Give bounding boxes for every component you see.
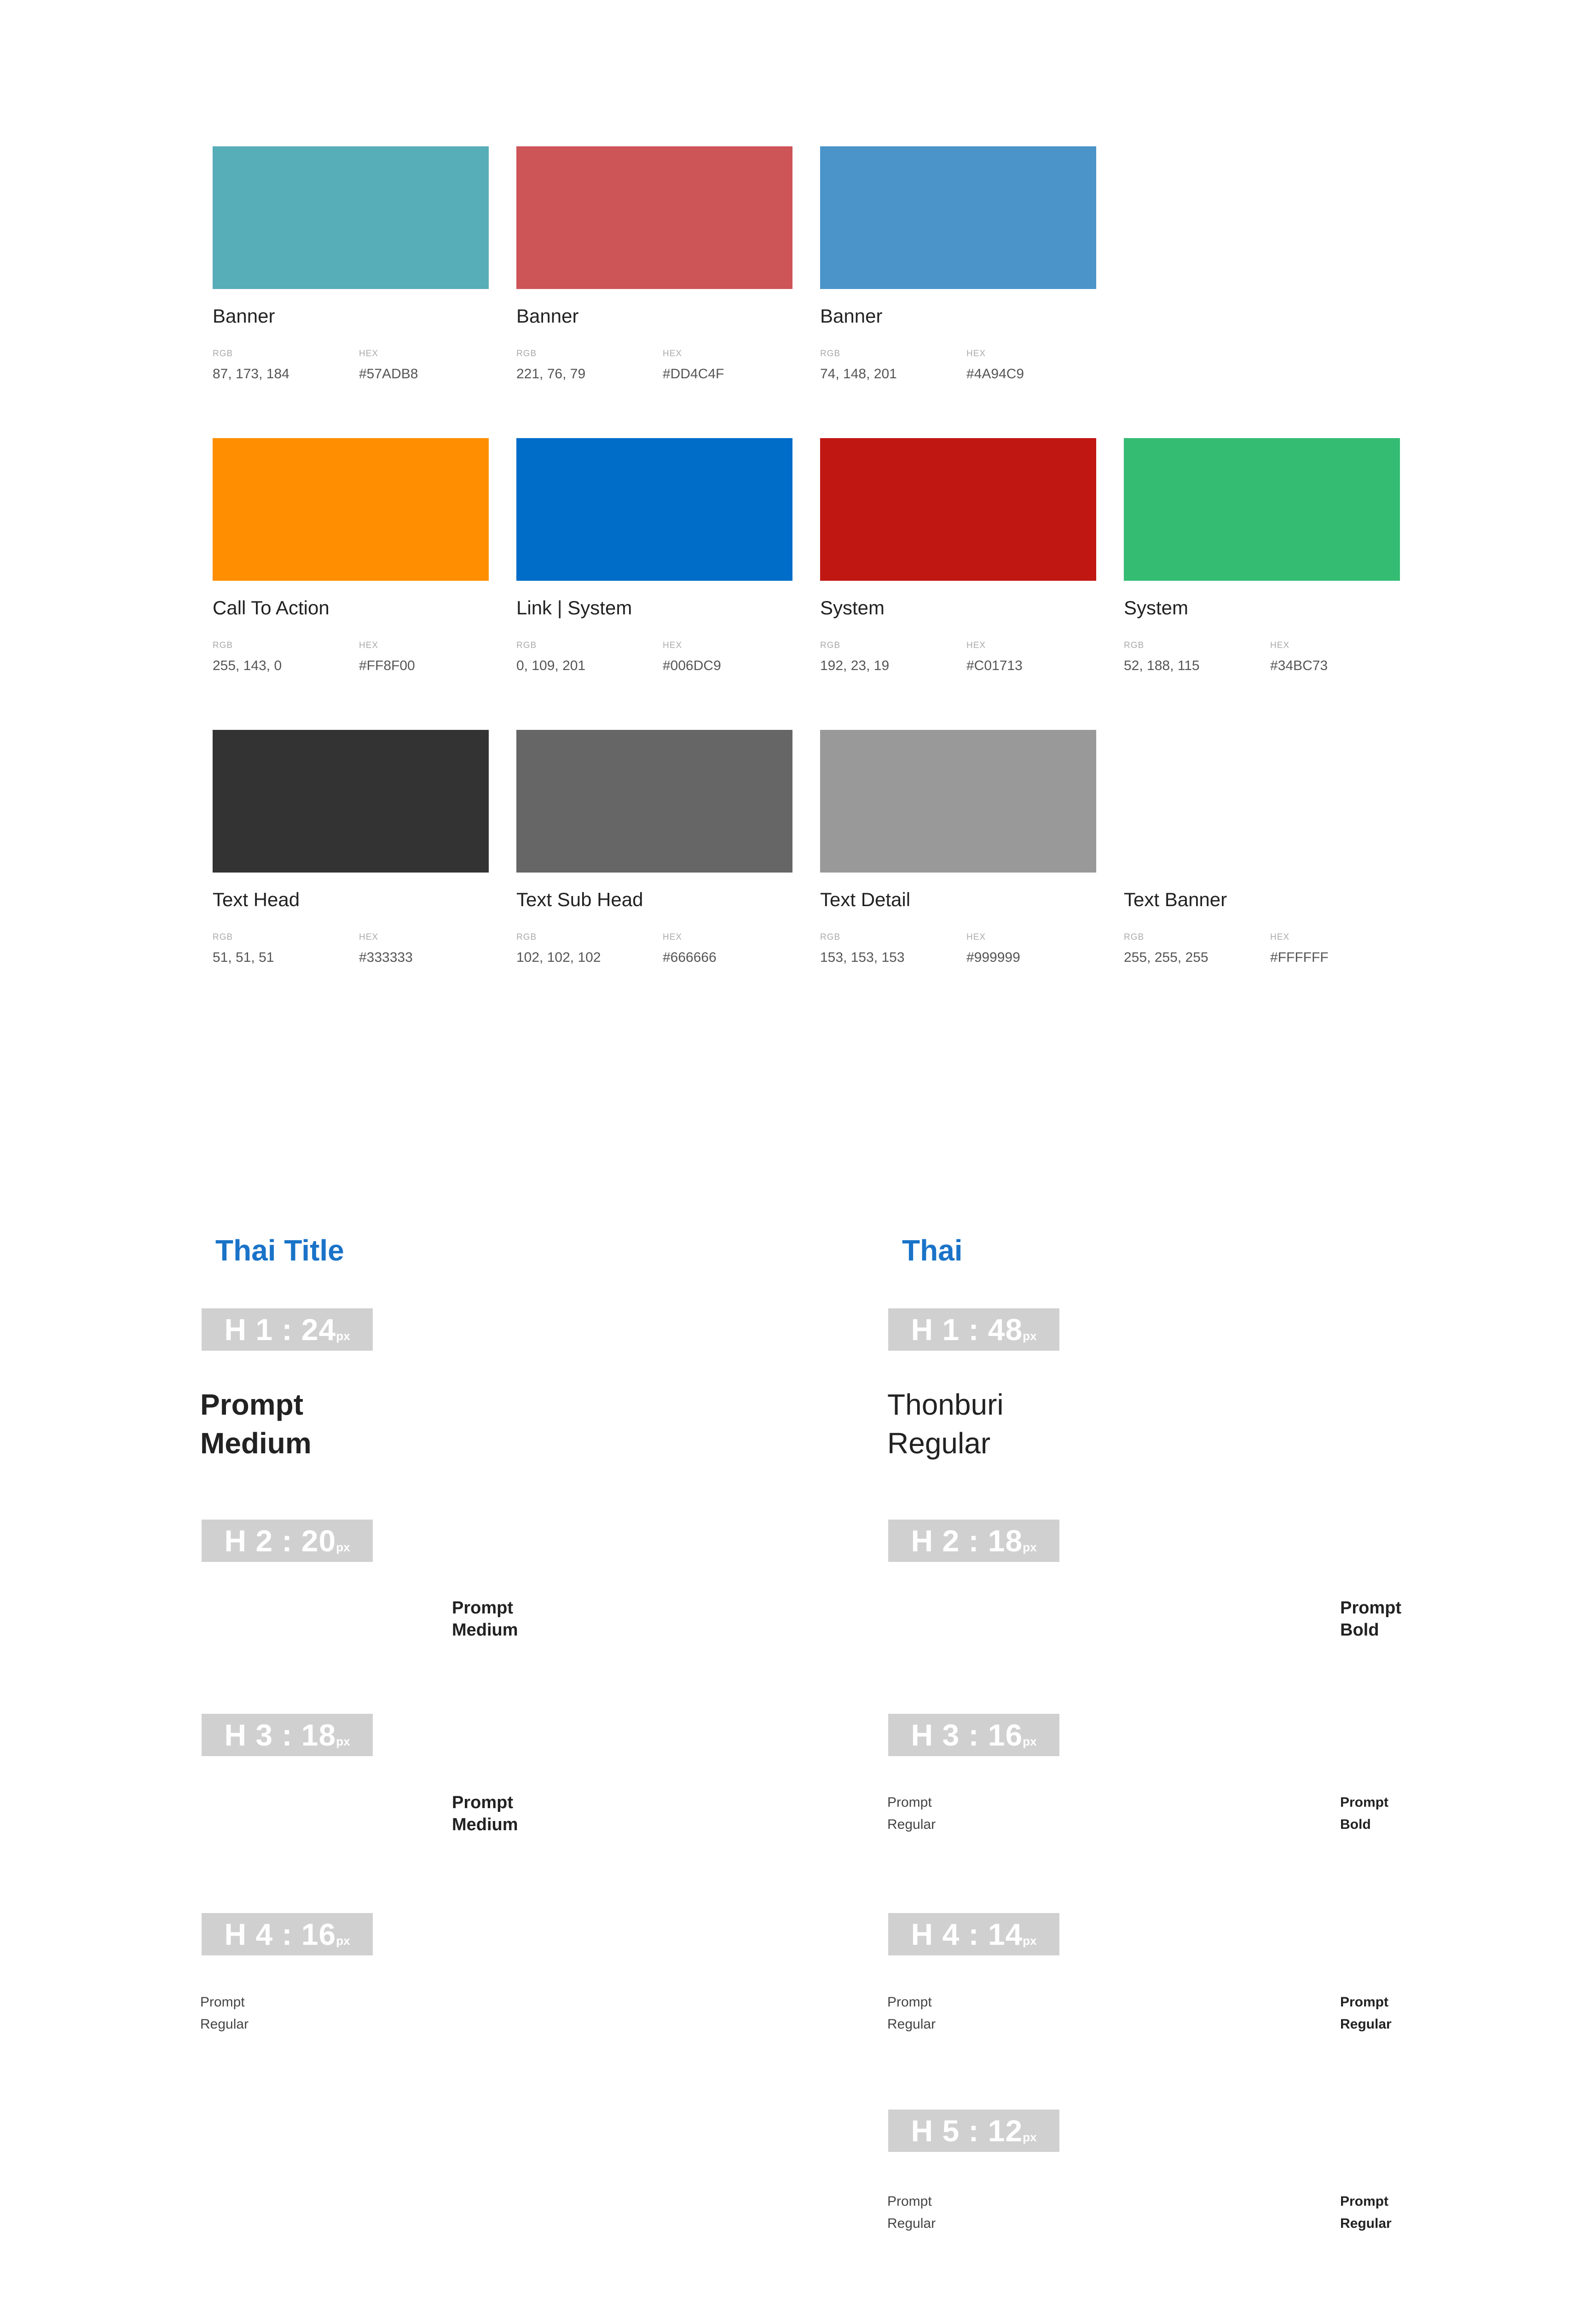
- hex-label: HEX: [966, 349, 986, 358]
- h3-size-badge-thai: H 3 : 16px: [888, 1714, 1059, 1756]
- hex-label: HEX: [359, 349, 379, 358]
- thai-heading: Thai: [902, 1234, 963, 1267]
- rgb-value: 221, 76, 79: [516, 366, 586, 382]
- rgb-value: 74, 148, 201: [820, 366, 897, 382]
- color-swatch-card: [820, 730, 1096, 965]
- color-swatch: [1124, 438, 1400, 581]
- rgb-value: 51, 51, 51: [213, 950, 274, 965]
- color-name: Banner: [213, 305, 275, 327]
- h5-font-name-b: Prompt Regular: [1340, 2194, 1392, 2231]
- color-swatch-card: [516, 438, 792, 673]
- h5-size-badge-thai: H 5 : 12px: [888, 2110, 1059, 2152]
- color-swatch-card: [213, 438, 489, 673]
- h1-size-badge-thai: H 1 : 48px: [888, 1308, 1059, 1351]
- rgb-value: 87, 173, 184: [213, 366, 289, 382]
- rgb-label: RGB: [1124, 641, 1145, 650]
- hex-value: #999999: [966, 950, 1020, 965]
- rgb-value: 102, 102, 102: [516, 950, 601, 965]
- color-swatch: [516, 146, 792, 289]
- rgb-label: RGB: [213, 932, 233, 942]
- h4-size-badge-thai: H 4 : 14px: [888, 1913, 1059, 1955]
- hex-label: HEX: [1270, 641, 1290, 650]
- hex-label: HEX: [966, 641, 986, 650]
- color-swatch: [820, 438, 1096, 581]
- rgb-value: 0, 109, 201: [516, 658, 586, 673]
- rgb-label: RGB: [213, 641, 233, 650]
- rgb-label: RGB: [213, 349, 233, 358]
- hex-value: #57ADB8: [359, 366, 418, 382]
- h3-font-name-a: Prompt Regular: [887, 1795, 936, 1832]
- hex-value: #FFFFFF: [1270, 950, 1329, 965]
- hex-value: #333333: [359, 950, 413, 965]
- h1-size-badge: H 1 : 24px: [202, 1308, 373, 1351]
- color-name: Call To Action: [213, 597, 330, 619]
- h3-font-name: Prompt Medium: [452, 1793, 518, 1834]
- h2-font-name: Prompt Medium: [452, 1598, 518, 1640]
- h2-font-name-thai: Prompt Bold: [1340, 1598, 1401, 1640]
- color-swatch-card: [213, 146, 489, 382]
- color-name: Link | System: [516, 597, 632, 619]
- color-swatch-card: [213, 730, 489, 965]
- hex-value: #4A94C9: [966, 366, 1024, 382]
- rgb-value: 255, 143, 0: [213, 658, 282, 673]
- color-name: Text Sub Head: [516, 889, 643, 910]
- color-name: Banner: [516, 305, 579, 327]
- rgb-label: RGB: [820, 641, 841, 650]
- rgb-value: 52, 188, 115: [1124, 658, 1200, 673]
- rgb-label: RGB: [1124, 932, 1145, 942]
- rgb-label: RGB: [516, 641, 537, 650]
- hex-label: HEX: [1270, 932, 1290, 942]
- rgb-label: RGB: [516, 932, 537, 942]
- h4-size-badge: H 4 : 16px: [202, 1913, 373, 1955]
- color-swatch-card: [1124, 730, 1400, 965]
- rgb-value: 192, 23, 19: [820, 658, 890, 673]
- hex-label: HEX: [359, 641, 379, 650]
- h5-font-name-a: Prompt Regular: [887, 2194, 936, 2231]
- hex-label: HEX: [663, 349, 682, 358]
- color-name: Text Banner: [1124, 889, 1227, 910]
- hex-value: #006DC9: [663, 658, 721, 673]
- hex-label: HEX: [663, 641, 682, 650]
- hex-label: HEX: [359, 932, 379, 942]
- color-swatch-card: [1124, 438, 1400, 673]
- hex-value: #FF8F00: [359, 658, 415, 673]
- hex-label: HEX: [663, 932, 682, 942]
- color-name: Banner: [820, 305, 883, 327]
- color-name: Text Head: [213, 889, 300, 910]
- color-swatch-card: [820, 438, 1096, 673]
- color-swatch: [1124, 730, 1400, 873]
- color-swatch: [213, 438, 489, 581]
- color-swatch-card: [820, 146, 1096, 382]
- h3-font-name-b: Prompt Bold: [1340, 1795, 1388, 1832]
- rgb-label: RGB: [820, 349, 841, 358]
- hex-label: HEX: [966, 932, 986, 942]
- color-swatch-card: [516, 730, 792, 965]
- hex-value: #C01713: [966, 658, 1023, 673]
- color-name: Text Detail: [820, 889, 911, 910]
- hex-value: #34BC73: [1270, 658, 1328, 673]
- color-swatch: [516, 438, 792, 581]
- rgb-label: RGB: [820, 932, 841, 942]
- hex-value: #666666: [663, 950, 717, 965]
- h1-font-name-thai: Thonburi Regular: [887, 1388, 1004, 1460]
- rgb-value: 153, 153, 153: [820, 950, 905, 965]
- hex-value: #DD4C4F: [663, 366, 724, 382]
- thai-title-heading: Thai Title: [215, 1234, 344, 1267]
- color-swatch: [213, 730, 489, 873]
- rgb-label: RGB: [516, 349, 537, 358]
- color-swatch-card: [516, 146, 792, 382]
- h4-font-name-a: Prompt Regular: [887, 1995, 936, 2032]
- color-swatch: [820, 146, 1096, 289]
- color-swatch: [213, 146, 489, 289]
- color-name: System: [1124, 597, 1189, 619]
- h3-size-badge: H 3 : 18px: [202, 1714, 373, 1756]
- h4-font-name-b: Prompt Regular: [1340, 1995, 1392, 2032]
- h1-font-name: Prompt Medium: [200, 1388, 312, 1460]
- color-name: System: [820, 597, 885, 619]
- h2-size-badge-thai: H 2 : 18px: [888, 1520, 1059, 1562]
- color-swatch: [820, 730, 1096, 873]
- h2-size-badge: H 2 : 20px: [202, 1520, 373, 1562]
- color-swatch: [516, 730, 792, 873]
- rgb-value: 255, 255, 255: [1124, 950, 1209, 965]
- h4-font-name: Prompt Regular: [200, 1995, 249, 2032]
